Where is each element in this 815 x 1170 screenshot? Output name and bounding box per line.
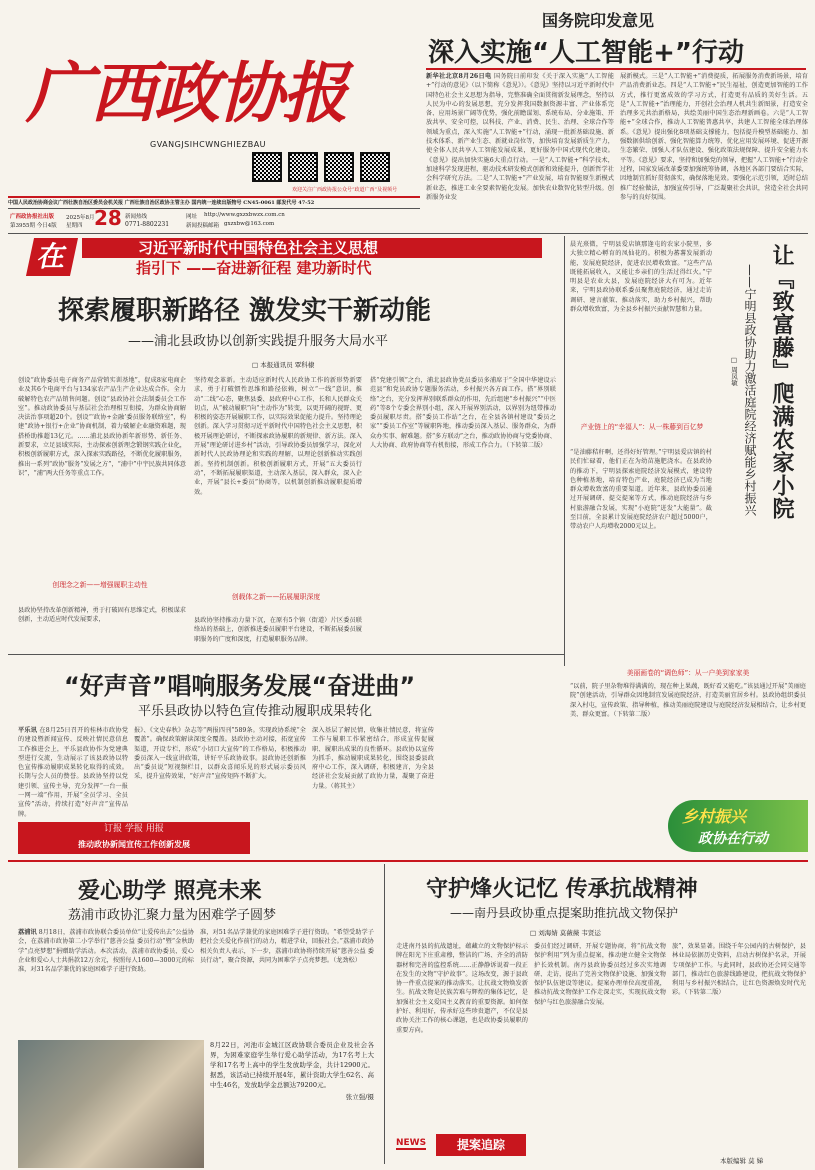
story3-col3: 深入基层了解民情，收集社情民意，将宣传工作与履职工作紧密结合，形成宣传促履职、履职出成果的良性循环。县政协以宣传为抓手，推动履职成果转化，围绕县委县政府中心工作，深入调研，积极建言，为全县经济社会发展贡献了政协力量，凝聚了奋进力量。（蒋其主） xyxy=(312,727,434,790)
story2-subhead: ——浦北县政协以创新实践提升服务大局水平 xyxy=(128,334,389,349)
story5-headline: 守护烽火记忆 传承抗战精神 xyxy=(426,877,698,902)
story4-caption-credit: 张立强/摄 xyxy=(345,1093,374,1102)
story2-sub2: 创载体之新——拓展履职深度 xyxy=(231,593,321,601)
story3-headline: “好声音”唱响服务发展“奋进曲” xyxy=(64,672,416,700)
story5-left-border xyxy=(384,864,385,1164)
story5-col2: 委员们经过调研，开展专题协商，将“抗战文物保护利用”列为重点提案，推动建立健全文物保护长效机制。南丹县政协委员经过多次实地调研、走访，提出了完善文物保护设施、加强文物保护队伍建设等建议。提案办理单位高度重视，推动抗战文物保护工作走深走实，实现抗战文物保护与红色旅游融合发展。 xyxy=(534,943,666,1006)
story5-subhead: ——南丹县政协重点提案助推抗战文物保护 xyxy=(450,906,679,920)
year-month: 2025年8月 xyxy=(66,215,95,221)
sidebar-vertical-sub: ——宁明县政协助力激活庭院经济赋能乡村振兴 xyxy=(743,264,757,516)
story2-col2: 坚持观念革新。主动适应新时代人民政协工作的新形势新要求，勇于打破惯性思维和路径依赖，树立“一线”意识，推动“二线”心态，聚焦县委、县政府中心工作，长和人民群众关切点，从“被动履职”向“主动作为”转变，以更开阔的视野、更积极的姿态开展履职工作，以实际效果促能力提升。坚持理论创新。深入学习贯彻习近平新时代中国特色社会主义思想，积极开展理论研讨，不断探索政协履职的新规律、新方法。深入开展“理论研讨进乡村”活动，引导政协委员加强学习，深化对新时代人民政协理论和实践的理解，以理论创新推动实践创新。坚持机制创新。积极创新履职方式，开展“五大委员行动”，不断拓展履职渠道，主动深入基层，深入群众，深入企业，开展“县长+委员”协商等，以机制创新推动履职提质增效。 xyxy=(194,377,362,496)
story3-col1-text: 在8月25日召开的桂林市政协党的建设暨新闻宣传、反映社情民意信息工作推进会上，平乐县政协作为党建典型进行交流，生动展示了该县政协以特色宣传推动履职成果转化取得的成效。长期与会人员的赞誉。县政协坚持以党建引领、宣传主导，充分发挥“一台一报一网一端”作用，开展“全员学习、全员宣传”活动，持续打造“好声音”宣传品牌。 xyxy=(18,727,128,818)
sidebar-col-bot: “以前，院子里杂物堆得满满的，现在种上果蔬，既好看又能吃。”该县通过开展“美丽庭院”创建活动，引导群众因地制宜发展庭院经济，打造美丽宜居乡村。县政协组织委员深入村屯，宣传政策、指导种植，推动美丽庭院建设与庭院经济发展相结合，让乡村更美、群众更富。（下转第二版） xyxy=(570,683,806,718)
weekday: 星期四 xyxy=(66,223,83,229)
email-label: 新闻投稿邮箱 xyxy=(186,223,220,229)
qr-code-3 xyxy=(324,152,354,182)
top-story-col1-text: 国务院日前印发《关于深入实施“人工智能+”行动的意见》（以下简称《意见》）。《意见》坚持以习近平新时代中国特色社会主义思想为指导，完整准确全面贯彻新发展理念，坚持以人民为中心的发展思想，充分发挥我国数据资源丰富、产业体系完备、应用场景广阔等优势，强化前瞻谋划、系统布局、分业施策、开放共享、安全可控，以科技、产业、消费、民生、治理、全球合作等领域为重点，深入实施“人工智能+”行动，涌现一批新基础设施、新技术体系、新产业生态、新就业岗位等，加快培育发展新质生产力，使全体人民共享人工智能发展成果，更好服务中国式现代化建设。《意见》提出加快实施6大重点行动。一是“人工智能+”科学技术，加速科学发现进程，驱动技术研发模式创新和效能提升，创新哲学社会科学研究方法。二是“人工智能+”产业发展，培育智能原生新模式新业态，推进工业全要素智能化发展。加快农业数智化转型升级。创新服务业发 xyxy=(426,73,614,201)
story5-col3: 旅”，效果显著。围绕千年公园内的古树保护，县林业局依据历史资料，启动古树保护名录，开展专项保护工作。与此同时，县政协还会同交通等部门，推动红色旅游线路建设，把抗战文物保护利用与乡村振兴相结合，让红色资源焕发时代光彩。（下转第二版） xyxy=(672,943,806,997)
story4-caption xyxy=(210,1040,374,1168)
top-story-headline: 深入实施“人工智能+”行动 xyxy=(428,38,744,68)
story4-headline: 爱心助学 照亮未来 xyxy=(78,879,262,904)
web-url: http://www.gxzxbwzx.com.cn xyxy=(204,212,285,218)
qr-code-2 xyxy=(288,152,318,182)
red-box-line1: 订报 学报 用报 xyxy=(104,824,164,834)
news-label: NEWS xyxy=(396,1138,427,1148)
rural-logo xyxy=(668,800,808,852)
top-story-dateline: 新华社北京8月26日电 xyxy=(426,73,492,80)
story4-col1 xyxy=(18,928,194,1036)
sidebar-border xyxy=(564,236,565,666)
separator-2 xyxy=(8,654,564,655)
top-story xyxy=(422,0,815,232)
banner-line2: 指引下 ——奋进新征程 建功新时代 xyxy=(136,259,372,277)
rural-logo-sub: 政协在行动 xyxy=(698,831,768,847)
story3-subhead: 平乐县政协以特色宣传推动履职成果转化 xyxy=(138,704,373,719)
story-5 xyxy=(390,864,812,1170)
top-story-col1 xyxy=(426,72,614,230)
masthead-title: 广西政协报 xyxy=(26,54,346,132)
masthead-pinyin: GVANGJSIHCWNGHIEZBAU xyxy=(150,140,267,149)
story2-sub1: 创理念之新——增强履职主动性 xyxy=(52,581,148,589)
story3-red-box xyxy=(18,822,250,854)
story4-caption-text: 8月22日，河池市金城江区政协联合委员企业及社会各界，为困难家庭学生举行爱心助学活动，为17名考上大学和17名考上高中的学生发放助学金，共计12900元。据悉，该活动已持续开展4年，累计资助大学生62名、高中生46名，发放助学金总额达79200元。 xyxy=(210,1041,374,1090)
story3-col2: 报》、《文史春秋》杂志等“两报四刊”589条。实现政协系统“全覆盖”。确保政策解读深度全覆盖。县政协主动对接，拓宽宣传渠道，开设专栏，形成“小切口大宣传”的工作格局，积极推动委员深入一线宣讲政策，讲好平乐政协故事。县政协还创新推出“委员说”短视频栏目，以群众喜闻乐见的形式展示委员风采，提升宣传效果，“好声音”宣传矩阵不断扩大。 xyxy=(134,727,306,781)
paper-name: 广西政协报社出版 xyxy=(10,214,55,220)
qr-code-1 xyxy=(252,152,282,182)
web-label: 网址 xyxy=(186,214,198,220)
issue-day: 28 xyxy=(94,206,122,230)
top-story-kicker: 国务院印发意见 xyxy=(542,11,655,30)
story2-col3: 搭“党建引领”之台，浦北县政协党员委员多浦席于“全国中华建设示范县”和党员政协专题服务活动，乡村振兴各方面工作。搭“界别联络”之台，充分发挥界别联系群众的作用，先后组建“乡村振兴”“中医药”等8个专委会界别小组，深入开展界别活动，以界别为纽带推动委员履职尽责。搭“委员工作站”之台，在全县各镇村建设“委员之家”“委员工作室”等履职阵地，推动委员深入基层、服务群众，为群众办实事、解难题。搭“多方联动”之台，推动政协协商与党委协商、人大协商、政府协商等有机衔接，形成工作合力。（下转第二版） xyxy=(370,377,556,450)
banner-line1: 习近平新时代中国特色社会主义思想 xyxy=(82,238,542,258)
story4-subhead: 荔浦市政协汇聚力量为困难学子圆梦 xyxy=(68,908,277,923)
story2-byline: □ 本报通讯员 覃科棣 xyxy=(252,361,315,369)
story-4 xyxy=(8,864,378,1170)
sidebar-byline: □ 周凤敏 xyxy=(730,356,738,386)
qr-caption: 欢迎关注广西政协报公众号“政道广西”及视频号 xyxy=(292,187,398,193)
top-story-col2: 展新模式。三是“人工智能+”消费提质，拓展服务消费新场景，培育产品消费新业态。四是“人工智能+”民生福祉，创造更加智能的工作方式，推行更富成效的学习方式，打造更有品质的美好生活。五是“人工智能+”治理能力，开创社会治理人机共生新图景，打造安全治理多元共治新格局，共绘美丽中国生态治理新画卷。六是“人工智能+”全球合作，推动人工智能普惠共享，共建人工智能全球治理体系。《意见》提出强化8项基础支撑能力，包括提升模型基础能力、加强数据供给创新、强化智能算力统筹、优化应用发展环境、促进开源生态繁荣、加强人才队伍建设、强化政策法规保障、提升安全能力水平等。《意见》要求，坚持和加强党的领导，把握“人工智能+”行动全过程，国家发展改革委要加强统筹协调，各地区各部门要结合实际，因地制宜抓好贯彻落实，确保落地见效。要强化示范引领，适时总结推广经验做法，加强宣传引导，广泛凝聚社会共识，营造全社会共同参与的良好氛围。 xyxy=(620,73,808,201)
masthead-rule-2 xyxy=(8,208,420,209)
hotline-label: 新闻热线 xyxy=(125,214,148,220)
story2-headline: 探索履职新路径 激发实干新动能 xyxy=(58,296,432,326)
top-story-rule xyxy=(426,68,806,70)
separator-3 xyxy=(8,860,808,862)
masthead-rule xyxy=(8,196,420,198)
section-banner xyxy=(26,238,556,278)
news-title: 提案追踪 xyxy=(436,1134,526,1156)
issue-number: 第3955期 今日4版 xyxy=(10,223,57,229)
sidebar-continued xyxy=(564,668,812,858)
page-editor: 本版编辑 莫 娣 xyxy=(720,1157,764,1165)
separator-1 xyxy=(8,233,808,234)
story5-byline: □ 刘海婧 莫薇薇 韦贤运 xyxy=(530,929,601,937)
story4-photo xyxy=(18,1040,204,1168)
banner-zai: 在 xyxy=(26,238,78,276)
story4-col2: 准，对51名品学兼优的家庭困难学子进行资助。“希望受助学子把社会关爱化作前行的动力，精进学业，回报社会。”荔浦市政协相关负责人表示，下一步，荔浦市政协将持续开展“慈善公益 委员行动”，聚合资源，共同为困难学子点亮梦想。（龙劲松） xyxy=(200,929,374,964)
news-tag xyxy=(396,1134,528,1160)
sidebar-sub1: 产业链上的“幸福人”：从一株藤到百亿梦 xyxy=(580,423,704,431)
story4-byline: 荔浦讯 xyxy=(18,929,37,936)
qr-code-4 xyxy=(360,152,390,182)
hotline-number: 0771-8802231 xyxy=(125,221,170,228)
sidebar-sub2: 美丽画卷的“调色师”：从一户美到家家美 xyxy=(626,669,750,677)
story3-col1 xyxy=(18,726,128,818)
publisher-line: 中国人民政治协商会议广西壮族自治区委员会机关报 广西壮族自治区政协主管主办 国内统一连续出版物号 CN45-0061 邮发代号 47-52 xyxy=(8,200,315,206)
sidebar-col-mid: “是油藤秸秆啊，还得好好管理。”宁明县爱店镇的村民们忙碌着，他们正在为幼苗施肥浇水。在县政协的推动下，宁明县探索庭院经济发展模式，建设特色种植基地，培育特色产业，庭院经济已成为当地群众增收致富的重要渠道。近年来，县政协委员通过开展调研、提交提案等方式，推动庭院经济与乡村旅游融合发展，实现“小庭院”迸发“大能量”。截至目前，全县累计发展庭院经济农户超过5000户，带动农户人均增收2000元以上。 xyxy=(570,449,712,531)
story2-col1: 创设“政协委员电子商务产品营销实训基地”，促成8家电商企业及其6个电商平台与134家农产品生产企业达成合作。全力破解特色农产品销售问题。创设“县政协社会法制委员会工作室”。推动政协委员与基层社会治理相互衔接，为群众协商解决法治事项超20个。创设“‘政协+金融’委员服务联络室”，构建“政协+银行+企业”协商机制，着力破解企业融资难题，现搭桥助推超13亿元。……浦北县政协新年新形势、新任务、新要求，立足县域实际，主动探索创新理念锻钢实践企业化，积极创新履职方式，深入探索实践路径，不断优化履职服务，推出一系列“政协”服务“发展之方”，“浦中”中宇民族共同体意识”，“浦”两大任务等重点工作。 xyxy=(18,377,186,477)
story4-col1-text: 8月18日，荔浦市政协联合委员单位“让爱传出去”公益协会，在荔浦市政协第二小学举行“慈善公益 委员行动”暨“金秋助学”点亮梦想”捐赠助学活动。本次活动，荔浦市政协委员、爱心企业和爱心人士共捐款12万余元，按照每人1600—3000元的标准，对31名品学兼优的家庭困难学子进行资助。 xyxy=(18,929,194,974)
sidebar-col-top: 晨光熹微，宁明县爱店镇那逢屯的农家小院里，多大独立精心孵育的凤仙花的。积极为蕃薯发展新动能，发展庭院经济，促进农民增收致富。“这些产品既能拓展收入，又能让乡亲们的生活过得红火。”宁明县是农业大县，发展庭院经济大有可为。近年来，宁明县政协联系委员聚焦庭院经济，通过走访调研、建言献策、推动落实，助力乡村振兴，帮助群众增收致富，为全县乡村振兴贡献智慧和力量。 xyxy=(570,241,712,314)
sidebar-story xyxy=(564,236,812,668)
story-3 xyxy=(8,656,564,856)
story-2 xyxy=(8,280,563,650)
rural-logo-main: 乡村振兴 xyxy=(682,807,747,826)
red-box-line2: 推动政协新闻宣传工作创新发展 xyxy=(78,840,190,849)
email-address: gxzxbw@163.com xyxy=(224,221,275,227)
sidebar-vertical-title: 让『致富藤』爬满农家小院 xyxy=(769,244,794,520)
story2-col1b: 县政协坚持改革创新精神，勇于打破固有思维定式，积极谋求创新，主动适应时代发展要求， xyxy=(18,607,186,624)
story3-byline: 平乐讯 xyxy=(18,727,38,734)
story2-col2b: 县政协坚持推动力量下沉，在原有5个镇（街道）片区委员联络站的基础上，创新推进委员履职平台建设，不断拓展委员履职服务的广度和深度，打造履职服务品牌。 xyxy=(194,617,362,643)
story5-col1: 走进南丹县的抗战遗址，蕴藏立的文物保护标示牌在阳光下庄重肃穆，整洁的广场、齐全的消防器材和完善的监控系统……正静静诉说着一段正在发生的文物“守护故事”。这场改变，源于县政协一件重点提案的推动落实。让抗战文物焕发新生。抗战文物是民族苦难与辉煌的集体记忆，是加强社会主义爱国主义教育的重要资源。如何保护好、利用好，传承好这些珍贵遗产，不仅是县政协关注工作的核心课题，也是政协委员履职的重要方向。 xyxy=(396,943,528,1034)
